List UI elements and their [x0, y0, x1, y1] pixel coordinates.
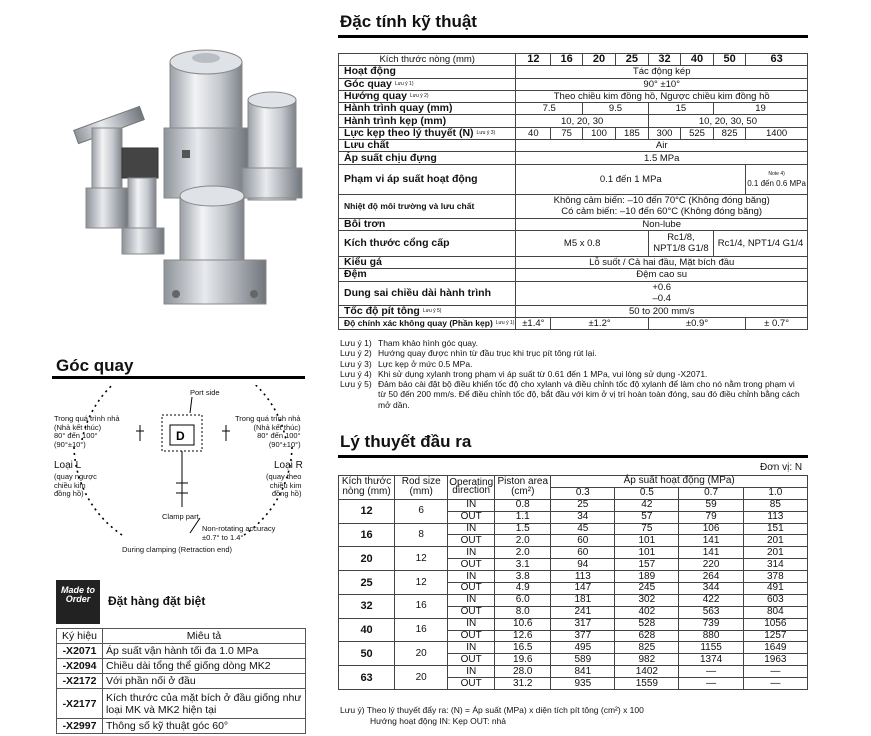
row-name: Hoạt động	[339, 66, 516, 78]
pressure-col: 0.5	[615, 487, 679, 499]
direction-header: Operating direction	[448, 476, 495, 500]
output-title: Lý thuyết đầu ra	[340, 432, 472, 451]
row-name: Độ chính xác không quay (Phần kẹp) $^{Lưu ý 1)}$	[339, 317, 516, 329]
force-cell: 113	[551, 571, 615, 583]
force-cell: 495	[551, 642, 615, 654]
area-cell: 0.8	[495, 499, 551, 511]
note-item: Lưu ý 2) Hướng quay được nhìn từ đầu trục khi trục pít tông rút lại.	[340, 348, 597, 359]
direction-cell: OUT	[448, 535, 495, 547]
force-cell: 739	[679, 618, 743, 630]
right-release-label: Trong quá trình nhả (Nhả kết thúc) 80° đến 100° (90°±10°)	[235, 414, 301, 449]
force-cell: —	[679, 666, 743, 678]
code-header: Ký hiệu	[57, 629, 103, 644]
force-cell: 85	[743, 499, 807, 511]
spec-row-clamp-force	[339, 127, 808, 139]
force-cell: 1559	[615, 678, 679, 690]
rotation-angle-diagram	[52, 385, 314, 560]
force-cell: —	[679, 678, 743, 690]
row-name: Bôi trơn	[339, 218, 516, 230]
force-cell: 628	[615, 630, 679, 642]
force-cell: 491	[743, 583, 807, 595]
bore-cell: 40	[339, 618, 395, 642]
force-cell: 245	[615, 583, 679, 595]
row-value: 525	[681, 127, 714, 139]
footnote-line: Lưu ý) Theo lý thuyết đẩy ra: (N) = Áp suất (MPa) x diện tích pít tông (cm²) x 100	[340, 705, 644, 715]
force-cell: 402	[615, 606, 679, 618]
table-row	[339, 594, 808, 606]
force-cell: 141	[679, 547, 743, 559]
left-release-label: Trong quá trình nhả (Nhả kết thúc) 80° đến 100° (90°±10°)	[54, 414, 120, 449]
row-value: 0.1 đến 1 MPa	[516, 164, 746, 194]
direction-cell: OUT	[448, 511, 495, 523]
direction-cell: IN	[448, 618, 495, 630]
desc-cell: Thông số kỹ thuật góc 60°	[103, 719, 306, 734]
row-name: Nhiệt độ môi trường và lưu chất	[339, 194, 516, 218]
force-cell: 75	[615, 523, 679, 535]
size-header: 25	[615, 54, 648, 66]
area-cell: 19.6	[495, 654, 551, 666]
table-row	[339, 571, 808, 583]
spec-row-fluid	[339, 140, 808, 152]
force-cell: 201	[743, 535, 807, 547]
force-cell: 841	[551, 666, 615, 678]
row-value: Theo chiều kim đồng hồ, Ngược chiều kim đồng hồ	[516, 90, 808, 102]
force-cell: 935	[551, 678, 615, 690]
row-value: 9.5	[583, 103, 649, 115]
angle-title-rule	[52, 376, 305, 379]
force-cell: 344	[679, 583, 743, 595]
special-order-header	[56, 580, 306, 625]
footnote-line: Hướng hoạt động IN: Kẹp OUT: nhả	[370, 715, 507, 726]
row-value: 300	[648, 127, 680, 139]
force-cell: 264	[679, 571, 743, 583]
spec-title-rule	[338, 35, 808, 38]
force-cell: 317	[551, 618, 615, 630]
table-row	[57, 659, 306, 674]
bore-cell: 32	[339, 594, 395, 618]
code-cell: -X2177	[57, 689, 103, 719]
row-value: ±1.4°	[516, 317, 551, 329]
code-cell: -X2071	[57, 644, 103, 659]
direction-cell: IN	[448, 547, 495, 559]
size-header: 50	[713, 54, 745, 66]
area-cell: 10.6	[495, 618, 551, 630]
desc-cell: Với phần nối ở đầu	[103, 674, 306, 689]
force-cell: 189	[615, 571, 679, 583]
size-header: 40	[681, 54, 714, 66]
force-cell: 57	[615, 511, 679, 523]
force-cell: 25	[551, 499, 615, 511]
code-cell: -X2094	[57, 659, 103, 674]
force-cell: 314	[743, 559, 807, 571]
table-row	[339, 523, 808, 535]
table-row	[57, 644, 306, 659]
force-cell: 79	[679, 511, 743, 523]
code-cell: -X2997	[57, 719, 103, 734]
area-cell: 2.0	[495, 535, 551, 547]
row-value: ± 0.7°	[746, 317, 808, 329]
size-header: 32	[648, 54, 680, 66]
force-cell: 880	[679, 630, 743, 642]
spec-row-rotation-angle	[339, 78, 808, 90]
row-name: Góc quay $^{Lưu ý 1)}$	[339, 78, 516, 90]
row-value: Tác động kép	[516, 66, 808, 78]
force-cell: —	[743, 678, 807, 690]
row-value: 100	[583, 127, 616, 139]
row-value: Lỗ suốt / Cả hai đầu, Mặt bích đầu	[516, 256, 808, 268]
force-cell: 147	[551, 583, 615, 595]
direction-cell: IN	[448, 642, 495, 654]
force-cell: 42	[615, 499, 679, 511]
force-cell: 302	[615, 594, 679, 606]
area-cell: 31.2	[495, 678, 551, 690]
force-cell: 113	[743, 511, 807, 523]
direction-cell: OUT	[448, 583, 495, 595]
bore-header: Kích thước nòng (mm)	[339, 476, 395, 500]
row-value: Đệm cao su	[516, 269, 808, 281]
product-photo	[52, 28, 314, 324]
direction-cell: IN	[448, 523, 495, 535]
clamp-part-label: Clamp part	[162, 512, 199, 521]
bore-cell: 16	[339, 523, 395, 547]
angle-title: Góc quay	[56, 356, 134, 375]
bore-cell: 12	[339, 499, 395, 523]
row-value: 50 to 200 mm/s	[516, 305, 808, 317]
row-value: Non-lube	[516, 218, 808, 230]
force-cell: —	[743, 666, 807, 678]
row-name: Hướng quay $^{Lưu ý 2)}$	[339, 90, 516, 102]
force-cell: 1374	[679, 654, 743, 666]
direction-cell: OUT	[448, 559, 495, 571]
row-value: Rc1/4, NPT1/4 G1/4	[713, 230, 807, 256]
force-cell: 1056	[743, 618, 807, 630]
note-item: Lưu ý 1) Tham khảo hình góc quay.	[340, 338, 479, 348]
row-value: 90° ±10°	[516, 78, 808, 90]
row-name: Hành trình quay (mm)	[339, 103, 516, 115]
row-value: 1.5 MPa	[516, 152, 808, 164]
row-value: ±1.2°	[551, 317, 649, 329]
output-table-body	[339, 499, 808, 689]
force-cell: 422	[679, 594, 743, 606]
direction-cell: OUT	[448, 606, 495, 618]
area-cell: 16.5	[495, 642, 551, 654]
force-cell: 377	[551, 630, 615, 642]
rod-cell: 8	[395, 523, 448, 547]
pressure-col: 0.3	[551, 487, 615, 499]
output-table	[338, 475, 808, 690]
spec-row-mounting	[339, 256, 808, 268]
size-header: 20	[583, 54, 616, 66]
port-side-label: Port side	[190, 388, 220, 397]
area-cell: 3.8	[495, 571, 551, 583]
type-l-label: Loại L	[54, 460, 82, 471]
special-order-title: Đặt hàng đặt biệt	[108, 594, 206, 608]
area-cell: 6.0	[495, 594, 551, 606]
row-value: +0.6 –0.4	[516, 281, 808, 305]
area-cell: 1.5	[495, 523, 551, 535]
svg-text:D: D	[176, 429, 185, 443]
force-cell: 45	[551, 523, 615, 535]
row-name: Đệm	[339, 269, 516, 281]
size-header: 16	[551, 54, 583, 66]
force-cell: 241	[551, 606, 615, 618]
spec-row-accuracy	[339, 317, 808, 329]
bore-cell: 63	[339, 666, 395, 690]
unit-label: Đơn vị: N	[760, 462, 803, 473]
force-cell: 1155	[679, 642, 743, 654]
row-value: 10, 20, 30	[516, 115, 648, 127]
row-name: Kích thước cổng cấp	[339, 230, 516, 256]
row-value: 185	[615, 127, 648, 139]
rod-cell: 20	[395, 666, 448, 690]
rod-cell: 16	[395, 594, 448, 618]
force-cell: 563	[679, 606, 743, 618]
force-cell: 60	[551, 535, 615, 547]
type-r-desc: (quay theo chiều kim đồng hồ)	[266, 472, 302, 499]
force-cell: 59	[679, 499, 743, 511]
force-cell: 1963	[743, 654, 807, 666]
spec-row-proof-pressure	[339, 152, 808, 164]
force-cell: 1257	[743, 630, 807, 642]
direction-cell: OUT	[448, 654, 495, 666]
during-clamping-label: During clamping (Retraction end)	[122, 545, 233, 554]
pressure-col: 0.7	[679, 487, 743, 499]
force-cell: 1649	[743, 642, 807, 654]
force-cell: 378	[743, 571, 807, 583]
note-item: Lưu ý 5) Đảm bảo cài đặt bộ điều khiển tốc độ cho xylanh và điều chỉnh tốc độ xylanh để làm cho nó nằm trong phạm vi từ 50 đến 200 mm/s. Để điều chỉnh tốc độ, bắt đầu với kim ở vị trí hoàn toàn đóng, sau đó điều chỉnh bằng cách mở dần.	[340, 379, 800, 410]
table-row	[339, 666, 808, 678]
direction-cell: OUT	[448, 678, 495, 690]
desc-cell: Áp suất vận hành tối đa 1.0 MPa	[103, 644, 306, 659]
force-cell: 603	[743, 594, 807, 606]
spec-row-lubrication	[339, 218, 808, 230]
force-cell: 1402	[615, 666, 679, 678]
row-name: Phạm vi áp suất hoạt động	[339, 164, 516, 194]
area-cell: 4.9	[495, 583, 551, 595]
force-cell: 201	[743, 547, 807, 559]
row-name: Lực kẹp theo lý thuyết (N) $^{Lưu ý 3)}$	[339, 127, 516, 139]
rod-header: Rod size (mm)	[395, 476, 448, 500]
force-cell: 589	[551, 654, 615, 666]
row-name: Tốc độ pít tông $^{Lưu ý 5)}$	[339, 305, 516, 317]
row-value: 10, 20, 30, 50	[648, 115, 807, 127]
table-header-row	[57, 629, 306, 644]
row-value: 15	[648, 103, 713, 115]
spec-notes	[340, 338, 800, 410]
area-cell: 12.6	[495, 630, 551, 642]
force-cell: 60	[551, 547, 615, 559]
desc-header: Miêu tả	[103, 629, 306, 644]
area-header: Piston area (cm²)	[495, 476, 551, 500]
area-cell: 3.1	[495, 559, 551, 571]
spec-row-rotation-stroke	[339, 103, 808, 115]
force-cell: 141	[679, 535, 743, 547]
spec-header-row	[339, 54, 808, 66]
row-value: 40	[516, 127, 551, 139]
row-value: Note 4) 0.1 đến 0.6 MPa	[746, 164, 808, 194]
row-value: Air	[516, 140, 808, 152]
direction-cell: IN	[448, 666, 495, 678]
force-cell: 528	[615, 618, 679, 630]
force-cell: 825	[615, 642, 679, 654]
pressure-header: Áp suất hoạt động (MPa)	[551, 476, 808, 488]
row-value: 75	[551, 127, 583, 139]
type-r-label: Loại R	[274, 460, 303, 471]
rod-cell: 16	[395, 618, 448, 642]
area-cell: 2.0	[495, 547, 551, 559]
force-cell: 101	[615, 535, 679, 547]
row-value: ±0.9°	[648, 317, 745, 329]
row-value: 1400	[746, 127, 808, 139]
spec-row-rotation-direction	[339, 90, 808, 102]
force-cell: 151	[743, 523, 807, 535]
force-cell: 157	[615, 559, 679, 571]
direction-cell: IN	[448, 571, 495, 583]
table-row	[339, 642, 808, 654]
note-item: Lưu ý 4) Khi sử dụng xylanh trong phạm vi áp suất từ 0.61 đến 1 MPa, vui lòng sử dụng -X2071.	[340, 368, 708, 379]
table-row	[339, 618, 808, 630]
row-value: M5 x 0.8	[516, 230, 648, 256]
force-cell: 101	[615, 547, 679, 559]
row-value: 825	[713, 127, 745, 139]
spec-row-cushion	[339, 269, 808, 281]
row-name: Kiểu gá	[339, 256, 516, 268]
spec-row-clamp-stroke	[339, 115, 808, 127]
force-cell: 220	[679, 559, 743, 571]
spec-row-operating-pressure	[339, 164, 808, 194]
direction-cell: IN	[448, 499, 495, 511]
table-row	[57, 674, 306, 689]
rod-cell: 20	[395, 642, 448, 666]
rod-cell: 12	[395, 547, 448, 571]
special-order-table	[56, 628, 306, 734]
table-row	[57, 719, 306, 734]
area-cell: 1.1	[495, 511, 551, 523]
made-to-order-icon: Made to Order	[56, 580, 100, 624]
size-header: 12	[516, 54, 551, 66]
force-cell: 94	[551, 559, 615, 571]
output-title-rule	[338, 455, 808, 458]
spec-table	[338, 53, 808, 330]
spec-row-piston-speed	[339, 305, 808, 317]
area-cell: 8.0	[495, 606, 551, 618]
output-footnote	[340, 705, 644, 726]
row-value: 19	[713, 103, 807, 115]
output-header-row	[339, 476, 808, 488]
direction-cell: OUT	[448, 630, 495, 642]
table-row	[57, 689, 306, 719]
table-row	[339, 499, 808, 511]
size-header: 63	[746, 54, 808, 66]
note-item: Lưu ý 3) Lực kẹp ở mức 0.5 MPa.	[340, 358, 473, 369]
accuracy-label: Non-rotating accuracy ±0.7° to 1.4°	[202, 524, 276, 542]
desc-cell: Kích thước của mặt bích ở đầu giống như loại MK và MK2 hiện tại	[103, 689, 306, 719]
spec-row-stroke-tolerance	[339, 281, 808, 305]
bore-cell: 25	[339, 571, 395, 595]
row-name: Lưu chất	[339, 140, 516, 152]
direction-cell: IN	[448, 594, 495, 606]
code-cell: -X2172	[57, 674, 103, 689]
row-value: 7.5	[516, 103, 583, 115]
bore-cell: 50	[339, 642, 395, 666]
row-name: Dung sai chiều dài hành trình	[339, 281, 516, 305]
spec-row-action	[339, 66, 808, 78]
bore-cell: 20	[339, 547, 395, 571]
pressure-col: 1.0	[743, 487, 807, 499]
spec-title: Đặc tính kỹ thuật	[340, 12, 477, 31]
bore-size-header: Kích thước nòng (mm)	[339, 54, 516, 66]
row-name: Áp suất chịu đựng	[339, 152, 516, 164]
force-cell: 106	[679, 523, 743, 535]
rod-cell: 6	[395, 499, 448, 523]
row-value: Không cảm biến: –10 đến 70°C (Không đóng băng) Có cảm biến: –10 đến 60°C (Không đóng băng)	[516, 194, 808, 218]
row-name: Hành trình kẹp (mm)	[339, 115, 516, 127]
force-cell: 982	[615, 654, 679, 666]
force-cell: 181	[551, 594, 615, 606]
spec-row-temperature	[339, 194, 808, 218]
spec-row-port-size	[339, 230, 808, 256]
force-cell: 804	[743, 606, 807, 618]
area-cell: 28.0	[495, 666, 551, 678]
rod-cell: 12	[395, 571, 448, 595]
desc-cell: Chiều dài tổng thể giống dòng MK2	[103, 659, 306, 674]
table-row	[339, 547, 808, 559]
type-l-desc: (quay ngược chiều kim đồng hồ)	[54, 472, 97, 499]
force-cell: 34	[551, 511, 615, 523]
row-value: Rc1/8, NPT1/8 G1/8	[648, 230, 713, 256]
